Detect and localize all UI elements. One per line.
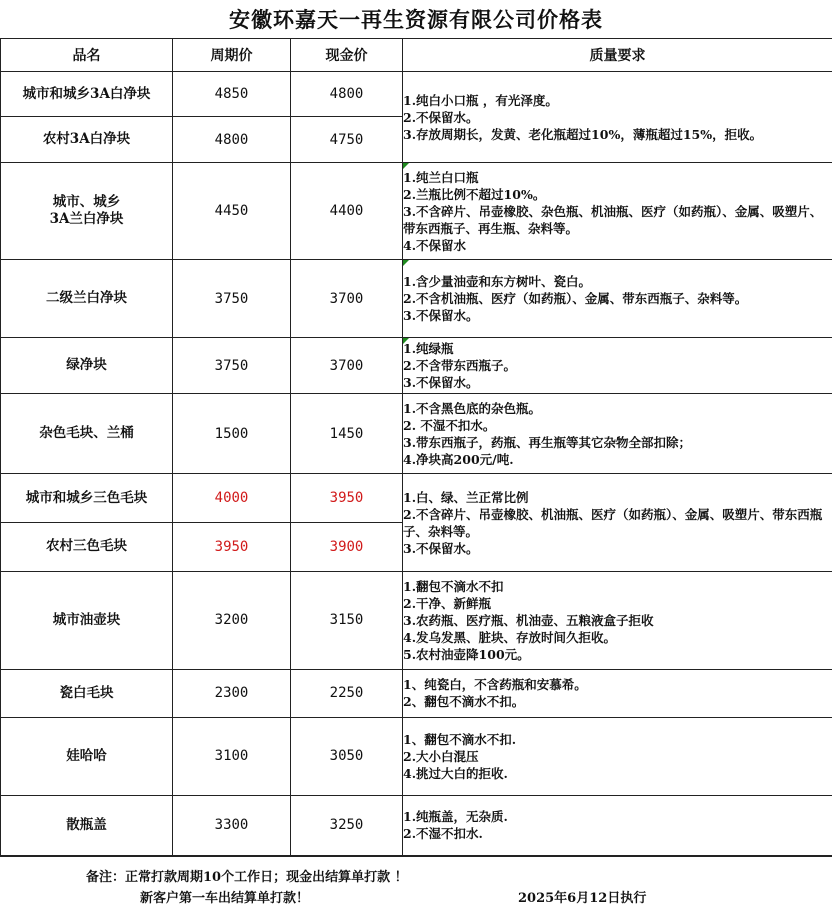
quality-requirement (403, 669, 832, 717)
cycle-price: 1500 (173, 394, 291, 474)
requirement-line: 2.不含机油瓶、医疗（如药瓶）、金属、带东西瓶子、杂料等。 (403, 290, 832, 307)
cycle-price: 3950 (173, 522, 291, 571)
product-name: 城市油壶块 (1, 571, 173, 669)
table-row (1, 571, 832, 669)
product-name: 城市、城乡 3A兰白净块 (1, 163, 173, 260)
table-row (1, 669, 832, 717)
cash-price: 3250 (291, 795, 403, 855)
requirement-line: 1.纯绿瓶 (403, 340, 832, 357)
quality-requirement (403, 163, 832, 260)
requirement-line: 1.不含黑色底的杂色瓶。 (403, 400, 832, 417)
product-name: 杂色毛块、兰桶 (1, 394, 173, 474)
cash-price: 3700 (291, 338, 403, 394)
comment-marker-icon (403, 163, 409, 169)
requirement-line: 2、翻包不滴水不扣。 (403, 693, 832, 710)
cash-price: 4800 (291, 72, 403, 117)
requirement-line: 1.纯瓶盖，无杂质. (403, 808, 832, 825)
requirement-line: 3.不保留水。 (403, 540, 832, 557)
requirement-line: 4.不保留水 (403, 237, 832, 254)
quality-requirement (403, 260, 832, 338)
requirement-line: 2.不湿不扣水. (403, 825, 832, 842)
requirement-line: 5.农村油壶降100元。 (403, 646, 832, 663)
header-quality-requirement: 质量要求 (403, 39, 832, 72)
cycle-price: 3200 (173, 571, 291, 669)
table-row (1, 338, 832, 394)
requirement-line: 3.不含碎片、吊壶橡胶、杂色瓶、机油瓶、医疗（如药瓶）、金属、吸塑片、带东西瓶子、再生瓶、杂料等。 (403, 203, 832, 237)
requirement-line: 2.干净、新鲜瓶 (403, 595, 832, 612)
product-name: 散瓶盖 (1, 795, 173, 855)
requirement-line: 3.不保留水。 (403, 374, 832, 391)
cycle-price: 2300 (173, 669, 291, 717)
product-name: 二级兰白净块 (1, 260, 173, 338)
table-row (1, 72, 832, 117)
cash-price: 3950 (291, 474, 403, 522)
product-name: 娃哈哈 (1, 717, 173, 795)
table-row (1, 474, 832, 522)
product-name: 农村三色毛块 (1, 522, 173, 571)
quality-requirement (403, 795, 832, 855)
quality-requirement (403, 338, 832, 394)
table-row (1, 717, 832, 795)
requirement-line: 1.含少量油壶和东方树叶、瓷白。 (403, 273, 832, 290)
cash-price: 4750 (291, 117, 403, 163)
cash-price: 4400 (291, 163, 403, 260)
header-name: 品名 (1, 39, 173, 72)
cycle-price: 3300 (173, 795, 291, 855)
cash-price: 3900 (291, 522, 403, 571)
requirement-line: 1、翻包不滴水不扣. (403, 731, 832, 748)
requirement-line: 2.不保留水。 (403, 109, 832, 126)
requirement-line: 1.纯白小口瓶 ，有光泽度。 (403, 92, 832, 109)
requirement-line: 3.不保留水。 (403, 307, 832, 324)
header-cash-price: 现金价 (291, 39, 403, 72)
requirement-line: 1.翻包不滴水不扣 (403, 578, 832, 595)
requirement-line: 1.纯兰白口瓶 (403, 169, 832, 186)
cycle-price: 4450 (173, 163, 291, 260)
cycle-price: 3750 (173, 338, 291, 394)
table-header-row (1, 39, 832, 72)
requirement-line: 4.净块高200元/吨. (403, 451, 832, 468)
requirement-line: 2.大小白混压 (403, 748, 832, 765)
cycle-price: 4800 (173, 117, 291, 163)
requirement-line: 2. 不湿不扣水。 (403, 417, 832, 434)
product-name: 农村3A白净块 (1, 117, 173, 163)
requirement-line: 1、纯瓷白，不含药瓶和安慕希。 (403, 676, 832, 693)
product-name: 城市和城乡三色毛块 (1, 474, 173, 522)
requirement-line: 3.带东西瓶子，药瓶、再生瓶等其它杂物全部扣除； (403, 434, 832, 451)
cycle-price: 3100 (173, 717, 291, 795)
page-title: 安徽环嘉天一再生资源有限公司价格表 (0, 0, 832, 38)
product-name: 绿净块 (1, 338, 173, 394)
quality-requirement (403, 717, 832, 795)
requirement-line: 1.白、绿、兰正常比例 (403, 489, 832, 506)
cash-price: 3150 (291, 571, 403, 669)
requirement-line: 2.不含碎片、吊壶橡胶、机油瓶、医疗（如药瓶）、金属、吸塑片、带东西瓶子、杂料等。 (403, 506, 832, 540)
quality-requirement (403, 571, 832, 669)
cycle-price: 4000 (173, 474, 291, 522)
table-row (1, 163, 832, 260)
price-table (0, 38, 832, 856)
quality-requirement (403, 72, 832, 163)
requirement-line: 4.挑过大白的拒收. (403, 765, 832, 782)
requirement-line: 2.兰瓶比例不超过10%。 (403, 186, 832, 203)
requirement-line: 3.存放周期长，发黄、老化瓶超过10%，薄瓶超过15%，拒收。 (403, 126, 832, 143)
cash-price: 2250 (291, 669, 403, 717)
table-row (1, 260, 832, 338)
payment-note: 备注：正常打款周期10个工作日；现金出结算单打款 ！ (86, 866, 408, 885)
product-name: 城市和城乡3A白净块 (1, 72, 173, 117)
cycle-price: 3750 (173, 260, 291, 338)
cycle-price: 4850 (173, 72, 291, 117)
quality-requirement (403, 474, 832, 571)
cash-price: 1450 (291, 394, 403, 474)
cash-price: 3700 (291, 260, 403, 338)
cash-price: 3050 (291, 717, 403, 795)
quality-requirement (403, 394, 832, 474)
header-cycle-price: 周期价 (173, 39, 291, 72)
table-row (1, 795, 832, 855)
requirement-line: 3.农药瓶、医疗瓶、机油壶、五粮液盒子拒收 (403, 612, 832, 629)
new-customer-note: 新客户第一车出结算单打款！ (140, 887, 309, 906)
footer-notes (0, 856, 832, 912)
product-name: 瓷白毛块 (1, 669, 173, 717)
requirement-line: 4.发乌发黑、脏块、存放时间久拒收。 (403, 629, 832, 646)
comment-marker-icon (403, 260, 409, 266)
requirement-line: 2.不含带东西瓶子。 (403, 357, 832, 374)
table-row (1, 394, 832, 474)
effective-date: 2025年6月12日执行 (518, 887, 646, 906)
comment-marker-icon (403, 338, 409, 344)
